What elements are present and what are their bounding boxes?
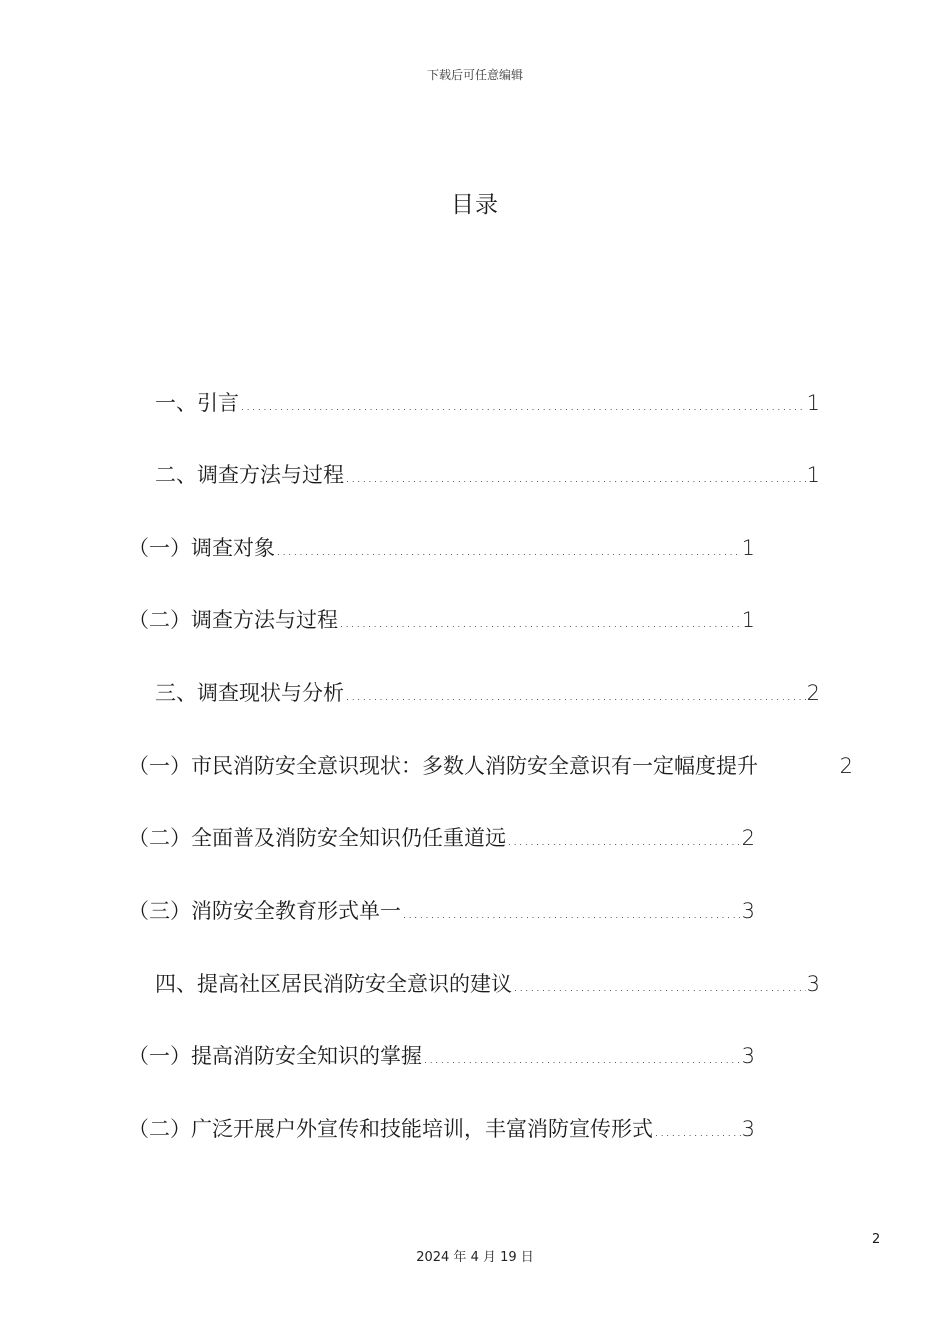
- toc-entry-page: 1: [806, 463, 820, 487]
- toc-entry-label: （三）消防安全教育形式单一: [128, 899, 401, 923]
- toc-entry-introduction[interactable]: [155, 388, 820, 418]
- toc-entry-page: 3: [741, 1044, 755, 1068]
- toc-entry-label: （二）调查方法与过程: [128, 608, 338, 632]
- toc-entry-page: 2: [741, 826, 755, 850]
- toc-entry-label: （一）市民消防安全意识现状：多数人消防安全意识有一定幅度提升: [128, 754, 758, 778]
- toc-entry-label: （二）广泛开展户外宣传和技能培训，丰富消防宣传形式: [128, 1117, 653, 1141]
- page-number: 2: [872, 1232, 881, 1247]
- toc-entry-outdoor-promotion[interactable]: [128, 1114, 755, 1144]
- toc-entry-label: 四、提高社区居民消防安全意识的建议: [155, 972, 512, 996]
- toc-entry-page: 3: [741, 899, 755, 923]
- toc-entry-status-analysis[interactable]: [155, 678, 820, 708]
- dot-leader: [276, 535, 741, 565]
- toc-entry-knowledge[interactable]: [128, 823, 755, 853]
- toc-entry-label: 一、引言: [155, 391, 239, 415]
- toc-entry-label: 二、调查方法与过程: [155, 463, 344, 487]
- toc-entry-suggestions[interactable]: [155, 969, 820, 999]
- dot-leader: [402, 898, 741, 928]
- toc-entry-label: （一）调查对象: [128, 536, 275, 560]
- toc-entry-page: 1: [806, 391, 820, 415]
- toc-entry-awareness-status[interactable]: [128, 751, 853, 781]
- toc-entry-subjects[interactable]: [128, 533, 755, 563]
- dot-leader: [507, 825, 741, 855]
- toc-entry-page: 1: [741, 608, 755, 632]
- toc-entry-method-process[interactable]: [128, 605, 755, 635]
- toc-entry-method[interactable]: [155, 460, 820, 490]
- toc-entry-label: （二）全面普及消防安全知识仍任重道远: [128, 826, 506, 850]
- toc-entry-page: 3: [806, 972, 820, 996]
- toc-entry-page: 2: [839, 754, 853, 778]
- toc-entry-label: （一）提高消防安全知识的掌握: [128, 1044, 422, 1068]
- dot-leader: [345, 462, 806, 492]
- toc-entry-page: 1: [741, 536, 755, 560]
- toc-title: 目录: [451, 192, 499, 218]
- dot-leader: [423, 1043, 741, 1073]
- toc-entry-improve-knowledge[interactable]: [128, 1041, 755, 1071]
- page-footer-date: 2024 年 4 月 19 日: [416, 1250, 534, 1265]
- dot-leader: [654, 1116, 741, 1146]
- toc-entry-label: 三、调查现状与分析: [155, 681, 344, 705]
- toc-entry-education-form[interactable]: [128, 896, 755, 926]
- toc-entry-page: 3: [741, 1117, 755, 1141]
- toc-entry-page: 2: [806, 681, 820, 705]
- dot-leader: [339, 607, 741, 637]
- page-header: 下载后可任意编辑: [426, 68, 523, 82]
- dot-leader: [345, 680, 806, 710]
- dot-leader: [513, 971, 806, 1001]
- dot-leader: [240, 390, 806, 420]
